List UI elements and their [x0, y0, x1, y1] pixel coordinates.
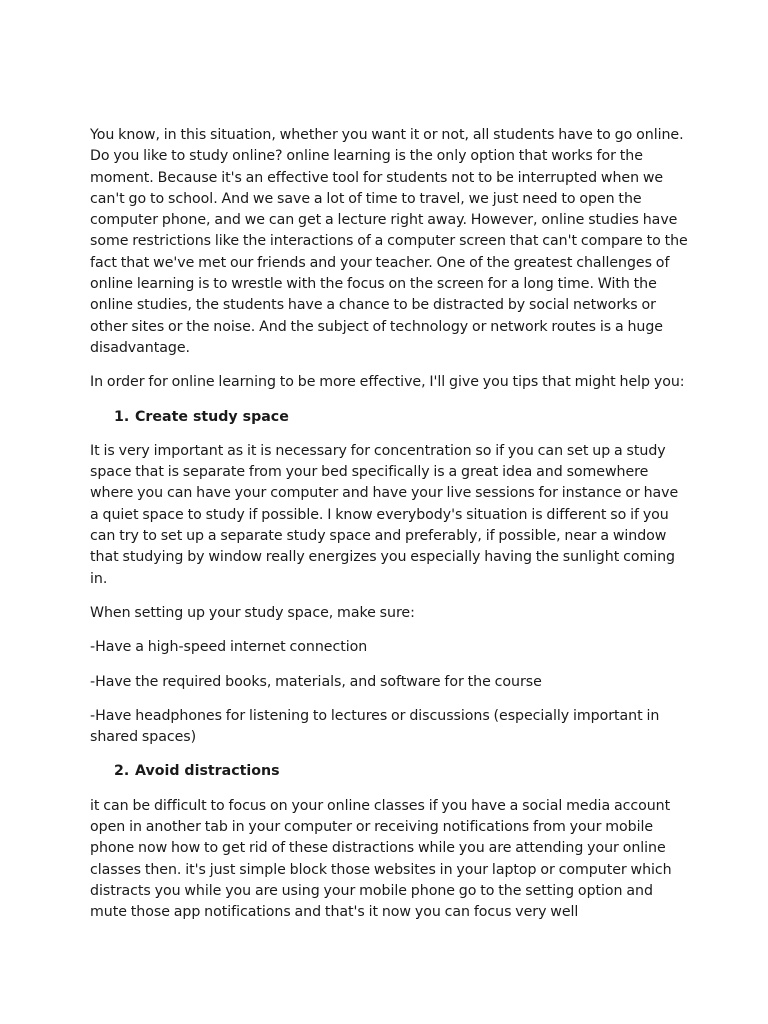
section-heading-text: Create study space: [135, 408, 289, 425]
checklist-intro: When setting up your study space, make sure:: [90, 604, 415, 621]
checklist-item-materials: -Have the required books, materials, and software for the course: [90, 673, 542, 690]
checklist-item-internet: -Have a high-speed internet connection: [90, 639, 368, 656]
intro-paragraph: You know, in this situation, whether you want it or not, all students have to go online. Do you like to study online? online learning is the only option that works for the moment. Because it's an effective tool for students not to be interrupted when we can't go to school. And we save a lot of time to travel, we just need to open the computer phone, and we can get a lecture right away. However, online studies have some restrictions like the interactions of a computer screen that can't compare to the fact that we've met our friends and your teacher. One of the greatest challenges of online learning is to wrestle with the focus on the screen for a long time. With the online studies, the students have a chance to be distracted by social networks or other sites or the noise. And the subject of technology or network routes is a huge disadvantage.: [90, 127, 688, 356]
section-number: 2.: [114, 763, 130, 780]
section-heading-text: Avoid distractions: [135, 763, 280, 780]
distractions-paragraph: it can be difficult to focus on your online classes if you have a social media account open in another tab in your computer or receiving notifications from your mobile phone now how to get rid of these distractions while you are attending your online classes then. it's just simple block those websites in your laptop or computer which distracts you while you are using your mobile phone go to the setting option and mute those app notifications and that's it now you can focus very well: [90, 797, 672, 921]
document-page: [90, 125, 690, 937]
checklist-item-headphones: -Have headphones for listening to lectures or discussions (especially important in shared spaces): [90, 707, 660, 746]
study-space-paragraph: It is very important as it is necessary for concentration so if you can set up a study space that is separate from your bed specifically is a great idea and somewhere where you can have your computer and have your live sessions for instance or have a quiet space to study if possible. I know everybody's situation is different so if you can try to set up a separate study space and preferably, if possible, near a window that studying by window really energizes you especially having the sunlight coming in.: [90, 442, 679, 587]
section-heading-avoid-distractions: [90, 761, 690, 782]
section-heading-create-study-space: [90, 407, 690, 428]
section-number: 1.: [114, 408, 130, 425]
tips-intro-paragraph: In order for online learning to be more effective, I'll give you tips that might help you:: [90, 374, 685, 391]
